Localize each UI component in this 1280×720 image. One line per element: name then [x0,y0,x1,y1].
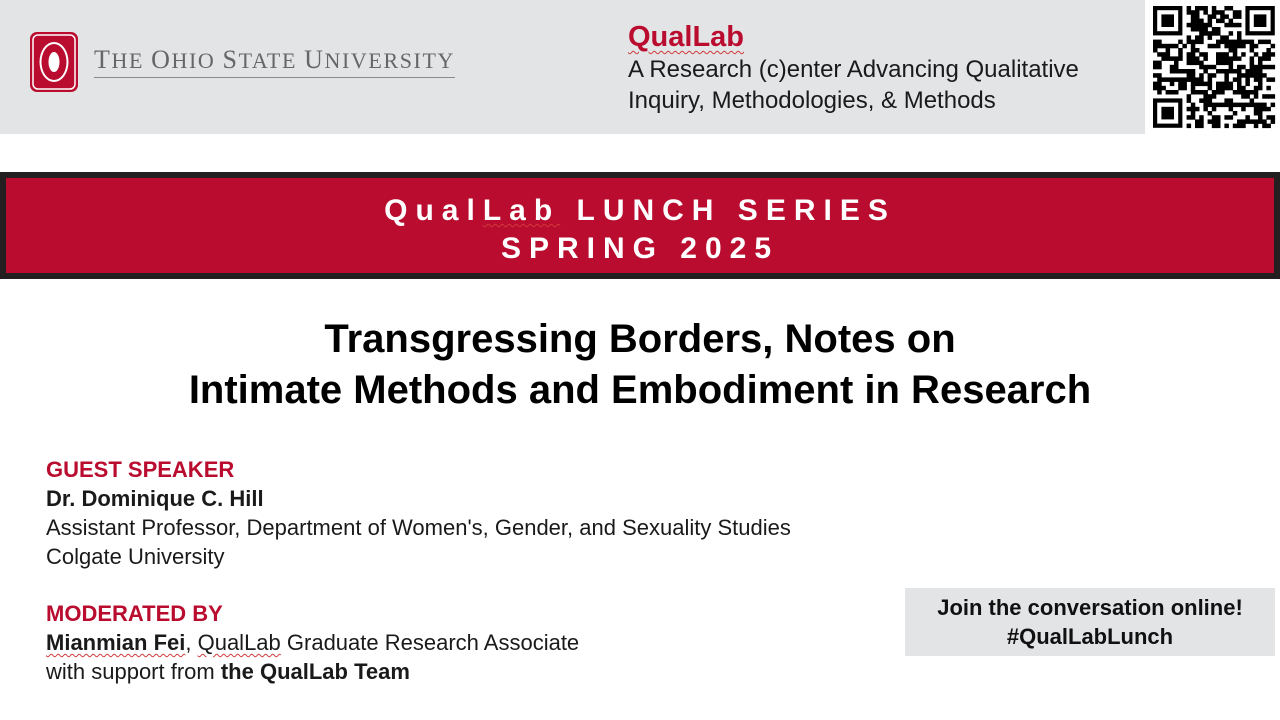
wordmark-letter: U [304,44,325,74]
lab-description [628,54,1138,116]
social-hashtag[interactable]: #QualLabLunch [1006,624,1174,649]
speaker-name: Dr. Dominique C. Hill [46,486,264,511]
support-team: the QualLab Team [220,659,410,684]
moderator-name: Mianmian Fei [46,630,186,655]
qr-code[interactable] [1145,0,1280,134]
speaker-institution: Colgate University [46,544,225,569]
speaker-section [46,455,791,571]
wordmark-letter: O [151,44,172,74]
lab-name: QualLab [628,21,745,53]
header-band [0,0,1280,134]
series-name [6,194,1274,228]
moderator-separator: , [185,630,198,655]
wordmark-letter: T [94,44,112,74]
moderator-section [46,599,579,686]
lab-description-line: A Research (c)enter Advancing Qualitative [628,56,1079,83]
university-wordmark [94,44,456,78]
series-term: SPRING 2025 [500,232,780,265]
talk-title [0,314,1280,416]
wordmark-letters: NIVERSITY [324,47,456,73]
series-banner [0,172,1280,279]
speaker-label: GUEST SPEAKER [46,457,235,482]
wordmark-letters: HE [111,47,152,73]
wordmark-letters: HIO [171,47,223,73]
wordmark-letter: S [222,44,239,74]
series-name-part: LUNCH SERIES [560,194,896,227]
social-callout [905,588,1275,656]
moderator-line [46,628,579,657]
qr-code-icon [1145,0,1280,134]
series-name-part: Lab [482,194,561,227]
osu-branding [30,32,455,92]
moderator-label: MODERATED BY [46,601,223,626]
moderator-role-lab: QualLab [197,630,281,655]
quallab-branding [628,20,1138,116]
speaker-position: Assistant Professor, Department of Women's, Gender, and Sexuality Studies [46,515,791,540]
talk-title-line: Intimate Methods and Embodiment in Research [188,368,1092,412]
moderator-role: Graduate Research Associate [280,630,580,655]
wordmark-letters: TATE [238,47,305,73]
talk-title-line: Transgressing Borders, Notes on [324,317,956,361]
support-line [46,657,579,686]
series-banner-fill [6,178,1274,273]
block-o-logo-icon [30,32,78,92]
series-name-part: Qual [384,194,483,227]
support-prefix: with support from [46,659,221,684]
social-invite: Join the conversation online! [937,595,1243,620]
lab-description-line: Inquiry, Methodologies, & Methods [628,87,996,114]
